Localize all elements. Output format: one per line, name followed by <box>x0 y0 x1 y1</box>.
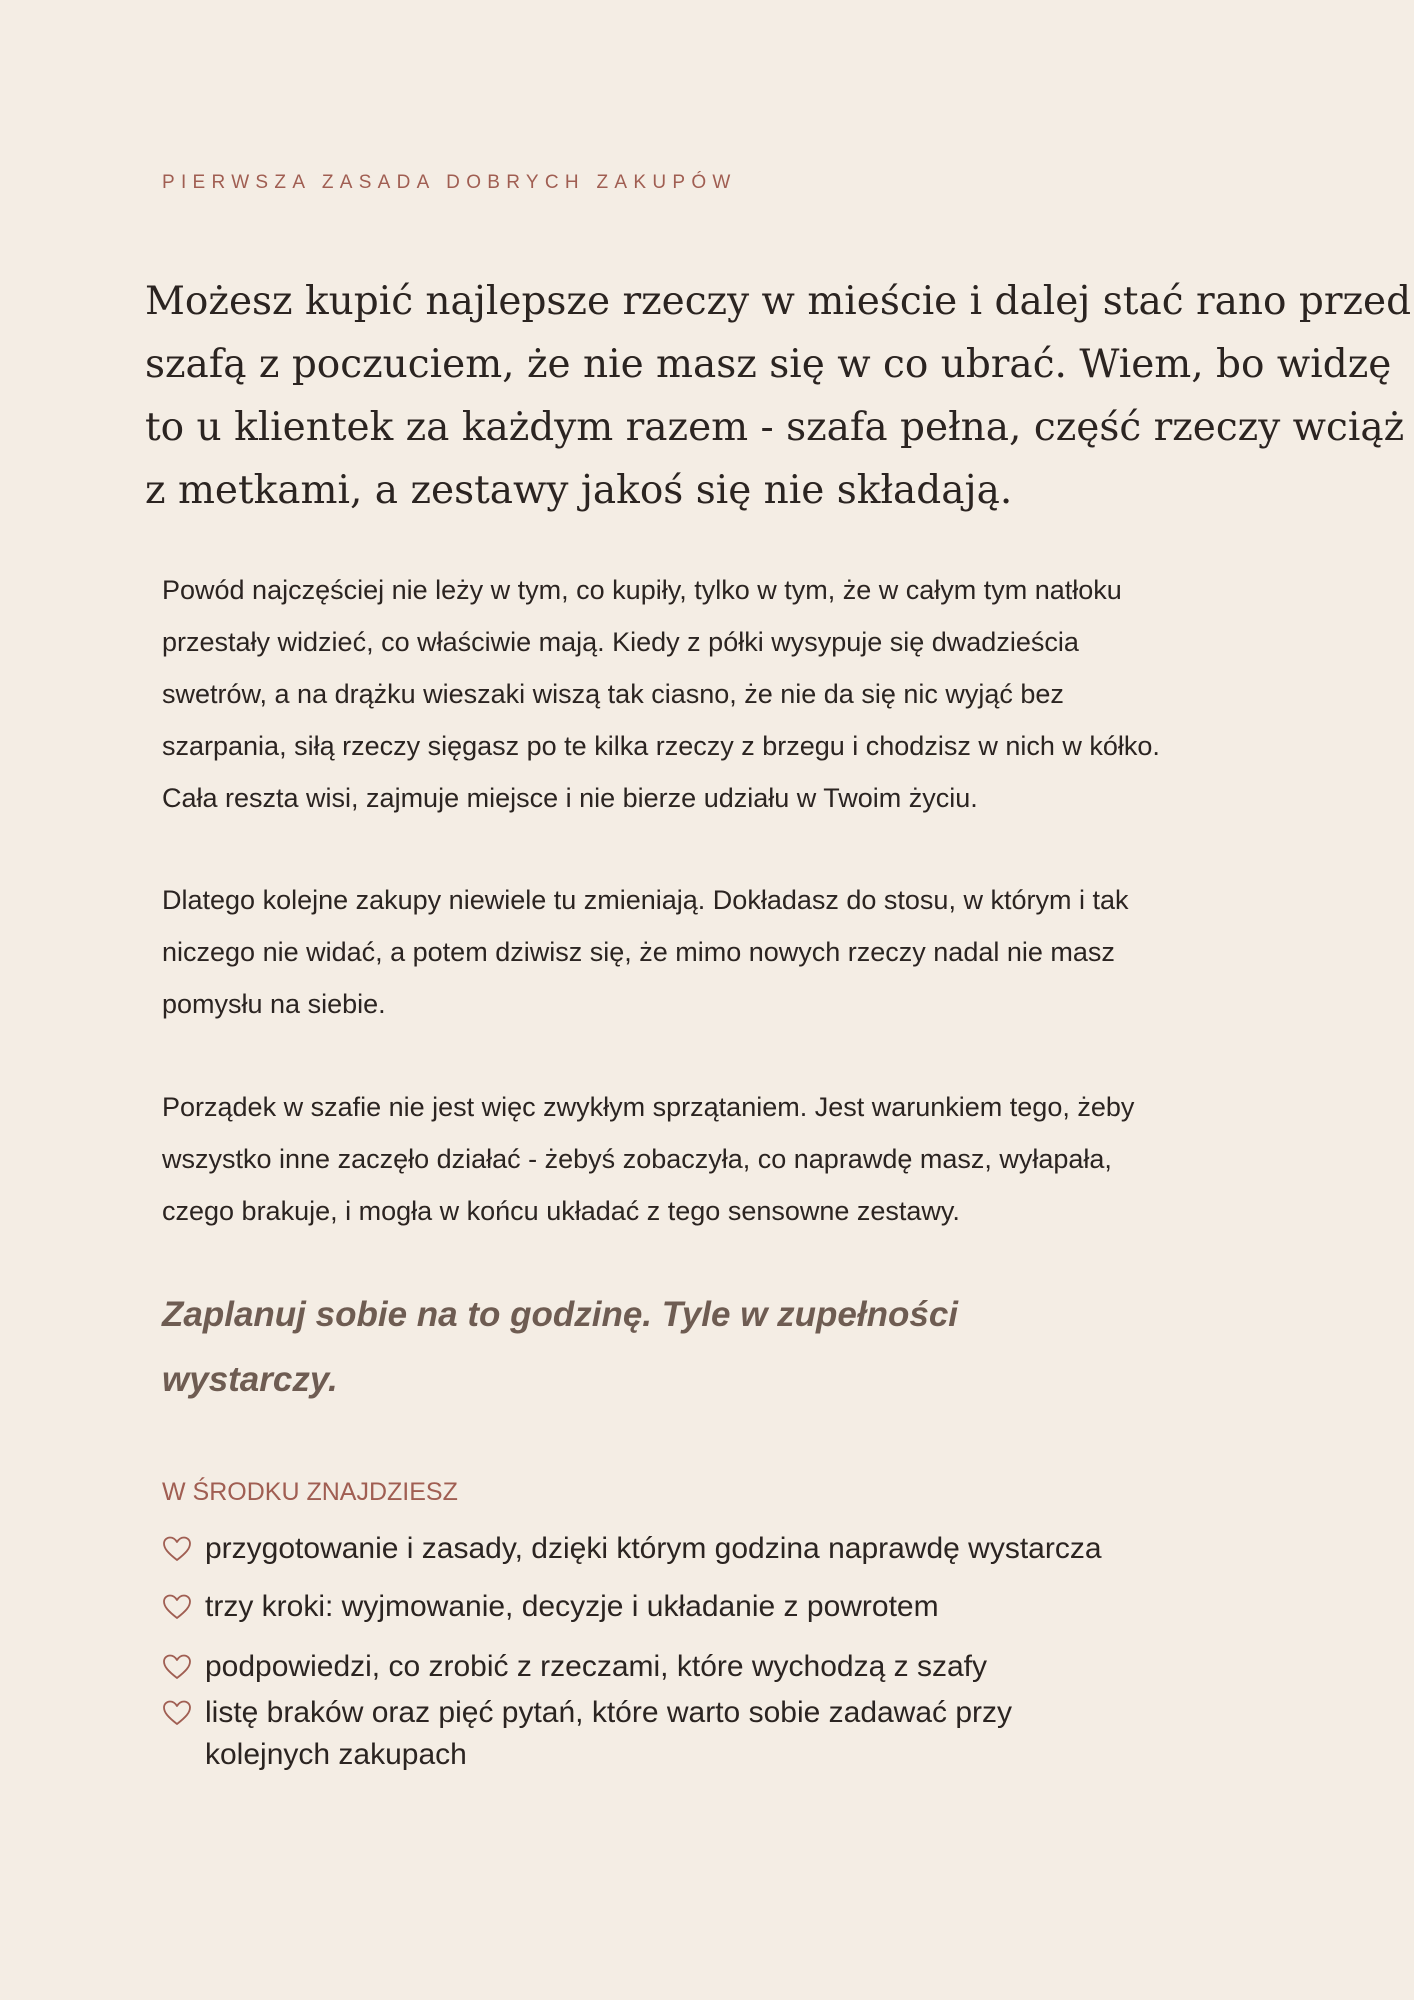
emphasis-line: wystarczy. <box>162 1360 338 1399</box>
eyebrow-label: PIERWSZA ZASADA DOBRYCH ZAKUPÓW <box>162 172 737 193</box>
body-paragraph-2 <box>162 874 1292 1030</box>
emphasis-line: Zaplanuj sobie na to godzinę. Tyle w zupełności <box>162 1295 959 1334</box>
paragraph-line: Cała reszta wisi, zajmuje miejsce i nie bierze udziału w Twoim życiu. <box>162 783 978 813</box>
list-item-line: przygotowanie i zasady, dzięki którym godzina naprawdę wystarcza <box>205 1532 1102 1565</box>
list-item-text <box>205 1646 987 1688</box>
list-item-line: podpowiedzi, co zrobić z rzeczami, które wychodzą z szafy <box>205 1650 987 1683</box>
list-item-text <box>205 1586 939 1628</box>
paragraph-line: szarpania, siłą rzeczy sięgasz po te kilka rzeczy z brzegu i chodzisz w nich w kółko. <box>162 731 1160 761</box>
paragraph-line: czego brakuje, i mogła w końcu układać z tego sensowne zestawy. <box>162 1196 960 1226</box>
body-paragraph-3 <box>162 1081 1292 1237</box>
heart-outline-icon <box>162 1535 192 1567</box>
heart-outline-icon <box>162 1653 192 1685</box>
paragraph-line: przestały widzieć, co właściwie mają. Kiedy z półki wysypuje się dwadzieścia <box>162 627 1079 657</box>
lead-line: to u klientek za każdym razem - szafa pełna, część rzeczy wciąż <box>145 405 1405 450</box>
paragraph-line: swetrów, a na drążku wieszaki wiszą tak ciasno, że nie da się nic wyjąć bez <box>162 679 1064 709</box>
lead-line: szafą z poczuciem, że nie masz się w co ubrać. Wiem, bo widzę <box>145 342 1392 387</box>
list-item-line: kolejnych zakupach <box>205 1738 467 1771</box>
paragraph-line: Powód najczęściej nie leży w tym, co kupiły, tylko w tym, że w całym tym natłoku <box>162 575 1122 605</box>
emphasis-callout <box>162 1282 1262 1412</box>
heart-outline-icon <box>162 1593 192 1625</box>
list-item-text <box>205 1692 1012 1776</box>
lead-line: Możesz kupić najlepsze rzeczy w mieście i dalej stać rano przed <box>145 279 1412 324</box>
list-item-text <box>205 1528 1102 1570</box>
list-item-line: trzy kroki: wyjmowanie, decyzje i układanie z powrotem <box>205 1590 939 1623</box>
body-paragraph-1 <box>162 564 1292 824</box>
paragraph-line: Dlatego kolejne zakupy niewiele tu zmieniają. Dokładasz do stosu, w którym i tak <box>162 885 1129 915</box>
paragraph-line: wszystko inne zaczęło działać - żebyś zobaczyła, co naprawdę masz, wyłapała, <box>162 1144 1112 1174</box>
lead-paragraph <box>145 270 1412 522</box>
list-item-line: listę braków oraz pięć pytań, które warto sobie zadawać przy <box>205 1696 1013 1729</box>
lead-line: z metkami, a zestawy jakoś się nie składają. <box>145 468 1013 513</box>
paragraph-line: pomysłu na siebie. <box>162 989 386 1019</box>
paragraph-line: Porządek w szafie nie jest więc zwykłym sprzątaniem. Jest warunkiem tego, żeby <box>162 1092 1135 1122</box>
heart-outline-icon <box>162 1699 192 1731</box>
section-heading: W ŚRODKU ZNAJDZIESZ <box>162 1478 458 1506</box>
paragraph-line: niczego nie widać, a potem dziwisz się, że mimo nowych rzeczy nadal nie masz <box>162 937 1115 967</box>
